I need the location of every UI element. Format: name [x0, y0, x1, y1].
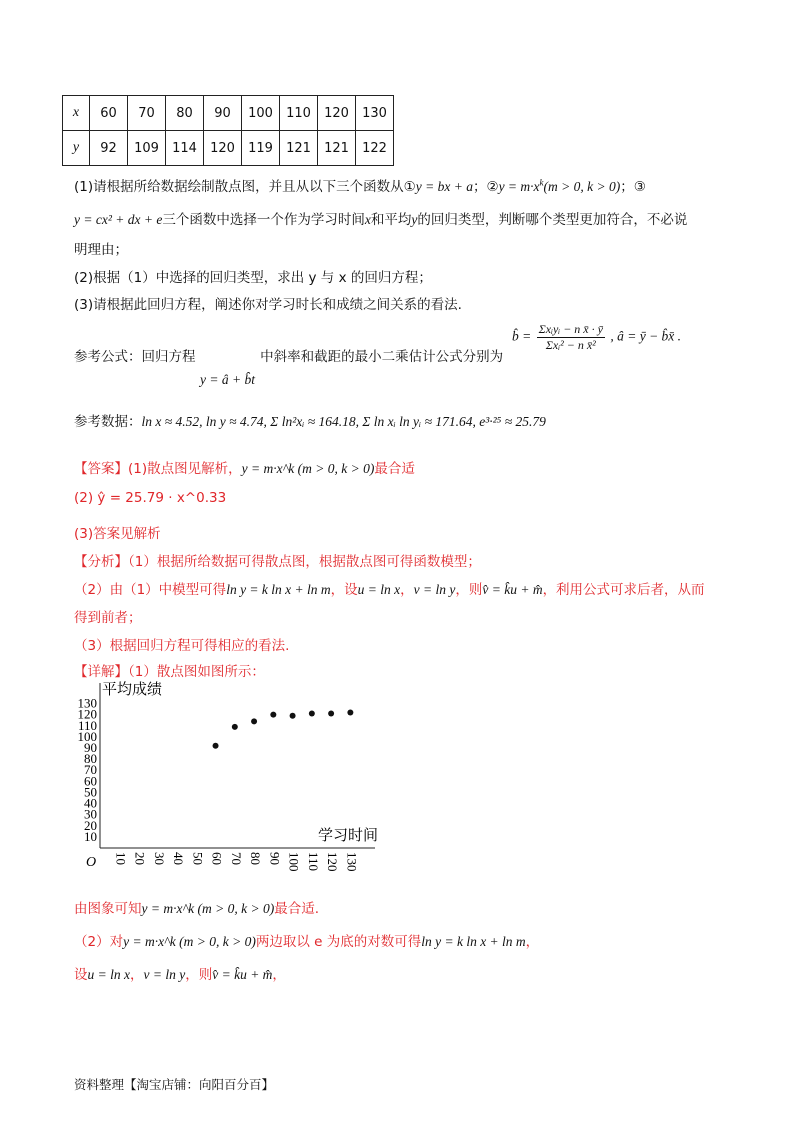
x-tick-label: 70: [228, 852, 244, 865]
scatter-point: [251, 718, 257, 724]
answer-1-text: (1)散点图见解析，: [128, 461, 242, 477]
step2-c: ，: [525, 934, 540, 950]
question-1-line1: [74, 175, 646, 195]
analysis-p2-formula4: v̂ = k̂u + m̂: [482, 582, 543, 597]
detail-text: （1）散点图如图所示：: [128, 664, 265, 680]
step3-formula3: v̂ = k̂u + m̂: [212, 967, 273, 982]
b-hat-fraction: [537, 322, 605, 353]
analysis-p2-formula2: u = ln x: [357, 582, 401, 597]
scatter-point: [347, 709, 353, 715]
y-cell: 121: [280, 131, 318, 166]
question-2: (2)根据（1）中选择的回归类型，求出 y 与 x 的回归方程；: [74, 270, 432, 286]
detail-label: 【详解】: [74, 664, 128, 680]
analysis-2-line2: 得到前者；: [74, 610, 142, 626]
answer-1-formula: y = m·x^k (m > 0, k > 0): [241, 461, 375, 476]
conclusion-b: 最合适.: [274, 901, 320, 917]
scatter-point: [309, 711, 315, 717]
q1-var-y: y: [411, 212, 418, 227]
analysis-p2-e: ，利用公式可求后者，从而: [542, 582, 705, 598]
y-cell: 121: [318, 131, 356, 166]
conclusion-formula: y = m·x^k (m > 0, k > 0): [141, 901, 275, 916]
step3-b: ，: [129, 967, 144, 983]
q1-mid: 和平均: [370, 212, 412, 228]
footer-text: 资料整理【淘宝店铺：向阳百分百】: [74, 1077, 275, 1092]
step3-a: 设: [74, 967, 88, 983]
reference-data-line: [74, 410, 546, 430]
x-label-cell: x: [63, 96, 90, 131]
x-tick-label: 50: [190, 852, 206, 865]
x-cell: 130: [356, 96, 394, 131]
answer-1-end: 最合适: [374, 461, 415, 477]
y-tick-label: 70: [84, 762, 97, 778]
y-cell: 109: [128, 131, 166, 166]
detail-conclusion: [74, 897, 319, 917]
x-tick-label: 110: [305, 852, 321, 872]
x-tick-label: 100: [286, 852, 302, 872]
x-tick-label: 30: [151, 852, 167, 865]
step2-b: 两边取以 e 为底的对数可得: [255, 934, 422, 950]
question-3: (3)请根据此回归方程，阐述你对学习时长和成绩之间关系的看法.: [74, 297, 462, 313]
y-tick-label: 10: [84, 828, 97, 844]
x-cell: 70: [128, 96, 166, 131]
y-cell: 119: [242, 131, 280, 166]
analysis-p2-formula3: v = ln y: [413, 582, 456, 597]
data-label: 参考数据：: [74, 414, 142, 430]
data-values: ln x ≈ 4.52, ln y ≈ 4.74, Σ ln²xᵢ ≈ 164.18, Σ ln xᵢ ln yᵢ ≈ 171.64, e³·²⁵ ≈ 25.79: [141, 414, 546, 429]
y-tick-label: 100: [77, 728, 97, 744]
analysis-label: 【分析】: [74, 554, 128, 570]
detail-step-2: [74, 930, 539, 950]
x-tick-label: 130: [344, 852, 360, 872]
y-tick-label: 90: [84, 740, 97, 755]
x-cell: 90: [204, 96, 242, 131]
q1-formula-linear: y = bx + a: [415, 179, 473, 194]
scatter-point: [270, 712, 276, 718]
y-tick-label: 120: [77, 706, 97, 722]
x-tick-label: 80: [248, 852, 264, 865]
step3-formula2: v = ln y: [143, 967, 186, 982]
question-1-line2: [74, 208, 687, 228]
analysis-p2-formula1: ln y = k ln x + ln m: [226, 582, 331, 597]
y-tick-label: 50: [84, 784, 97, 800]
scatter-point: [213, 743, 219, 749]
b-hat-formula: [512, 322, 681, 353]
step2-formula2: ln y = k ln x + ln m: [421, 934, 526, 949]
y-cell: 120: [204, 131, 242, 166]
x-cell: 110: [280, 96, 318, 131]
answer-label: 【答案】: [74, 461, 128, 477]
step2-a: （2）对: [74, 934, 124, 950]
data-table: [62, 95, 394, 166]
step2-formula1: y = m·x^k (m > 0, k > 0): [123, 934, 256, 949]
y-tick-label: 80: [84, 751, 97, 767]
regression-equation: y = â + b̂t: [200, 372, 255, 387]
q1-prefix: (1)请根据所给数据绘制散点图，并且从以下三个函数从①: [74, 179, 416, 195]
table-row-x: [63, 96, 394, 131]
x-cell: 100: [242, 96, 280, 131]
table-row-y: [63, 131, 394, 166]
origin-label: O: [86, 855, 97, 870]
q1-formula-power-exp: k: [539, 177, 544, 188]
analysis-2: [74, 578, 705, 598]
x-tick-label: 60: [209, 852, 225, 865]
x-tick-label: 40: [171, 852, 187, 865]
y-tick-label: 30: [84, 806, 97, 822]
y-axis-label: 平均成绩: [102, 680, 163, 698]
scatter-point: [328, 711, 334, 717]
q1-formula-power: y = m·x: [498, 179, 540, 194]
x-tick-label: 90: [267, 852, 283, 865]
b-hat-numerator: Σxᵢyᵢ − n x̄ · ȳ: [538, 322, 603, 336]
analysis-1: [74, 550, 481, 570]
analysis-p2-a: （2）由（1）中模型可得: [74, 582, 227, 598]
x-tick-label: 10: [113, 852, 129, 865]
scatter-plot: [60, 680, 380, 885]
x-cell: 60: [90, 96, 128, 131]
y-cell: 114: [166, 131, 204, 166]
y-tick-label: 130: [77, 695, 97, 711]
reference-formula-line: [74, 345, 503, 365]
x-cell: 120: [318, 96, 356, 131]
b-hat-denominator: Σxᵢ² − n x̄²: [545, 338, 596, 352]
step3-formula1: u = ln x: [87, 967, 130, 982]
q1-var-x: x: [364, 212, 371, 227]
analysis-p2-c: ，: [400, 582, 414, 598]
y-cell: 92: [90, 131, 128, 166]
x-tick-label: 20: [132, 852, 148, 865]
scatter-point: [290, 713, 296, 719]
x-tick-label: 120: [325, 852, 341, 872]
step3-c: ，则: [185, 967, 213, 983]
q1-formula-quadratic: y = cx² + dx + e: [74, 212, 163, 227]
x-cell: 80: [166, 96, 204, 131]
y-tick-label: 40: [84, 795, 97, 811]
a-hat-formula: , â = ȳ − b̂x̄ .: [610, 328, 682, 344]
y-tick-label: 20: [84, 817, 97, 833]
scatter-point: [232, 724, 238, 730]
q1-sep2: ；③: [620, 179, 646, 195]
answer-2: (2) ŷ = 25.79 · x^0.33: [74, 490, 227, 506]
q1-sep1: ；②: [472, 179, 499, 195]
detail-heading: [74, 660, 265, 680]
analysis-p1: （1）根据所给数据可得散点图，根据散点图可得函数模型；: [128, 554, 481, 570]
x-axis-label: 学习时间: [318, 826, 379, 844]
answer-1: [74, 457, 415, 477]
y-tick-label: 60: [84, 773, 97, 789]
y-tick-label: 110: [77, 717, 97, 733]
analysis-3: （3）根据回归方程可得相应的看法.: [74, 638, 290, 654]
formula-mid: 中斜率和截距的最小二乘估计公式分别为: [260, 349, 504, 365]
q1-cont: 三个函数中选择一个作为学习时间: [162, 212, 365, 228]
conclusion-a: 由图象可知: [74, 901, 142, 917]
y-label-cell: y: [63, 131, 90, 166]
b-hat-label: b̂ =: [512, 328, 532, 344]
answer-3: (3)答案见解析: [74, 526, 161, 542]
step3-d: ，: [272, 967, 286, 983]
analysis-p2-d: ，则: [455, 582, 483, 598]
y-cell: 122: [356, 131, 394, 166]
detail-step-3: [74, 963, 286, 983]
formula-label: 参考公式：回归方程: [74, 349, 196, 365]
question-1-line3: 明理由；: [74, 242, 128, 258]
q1-end: 的回归类型，判断哪个类型更加符合，不必说: [417, 212, 688, 228]
q1-formula-power-cond: (m > 0, k > 0): [543, 179, 621, 194]
analysis-p2-b: ，设: [330, 582, 358, 598]
